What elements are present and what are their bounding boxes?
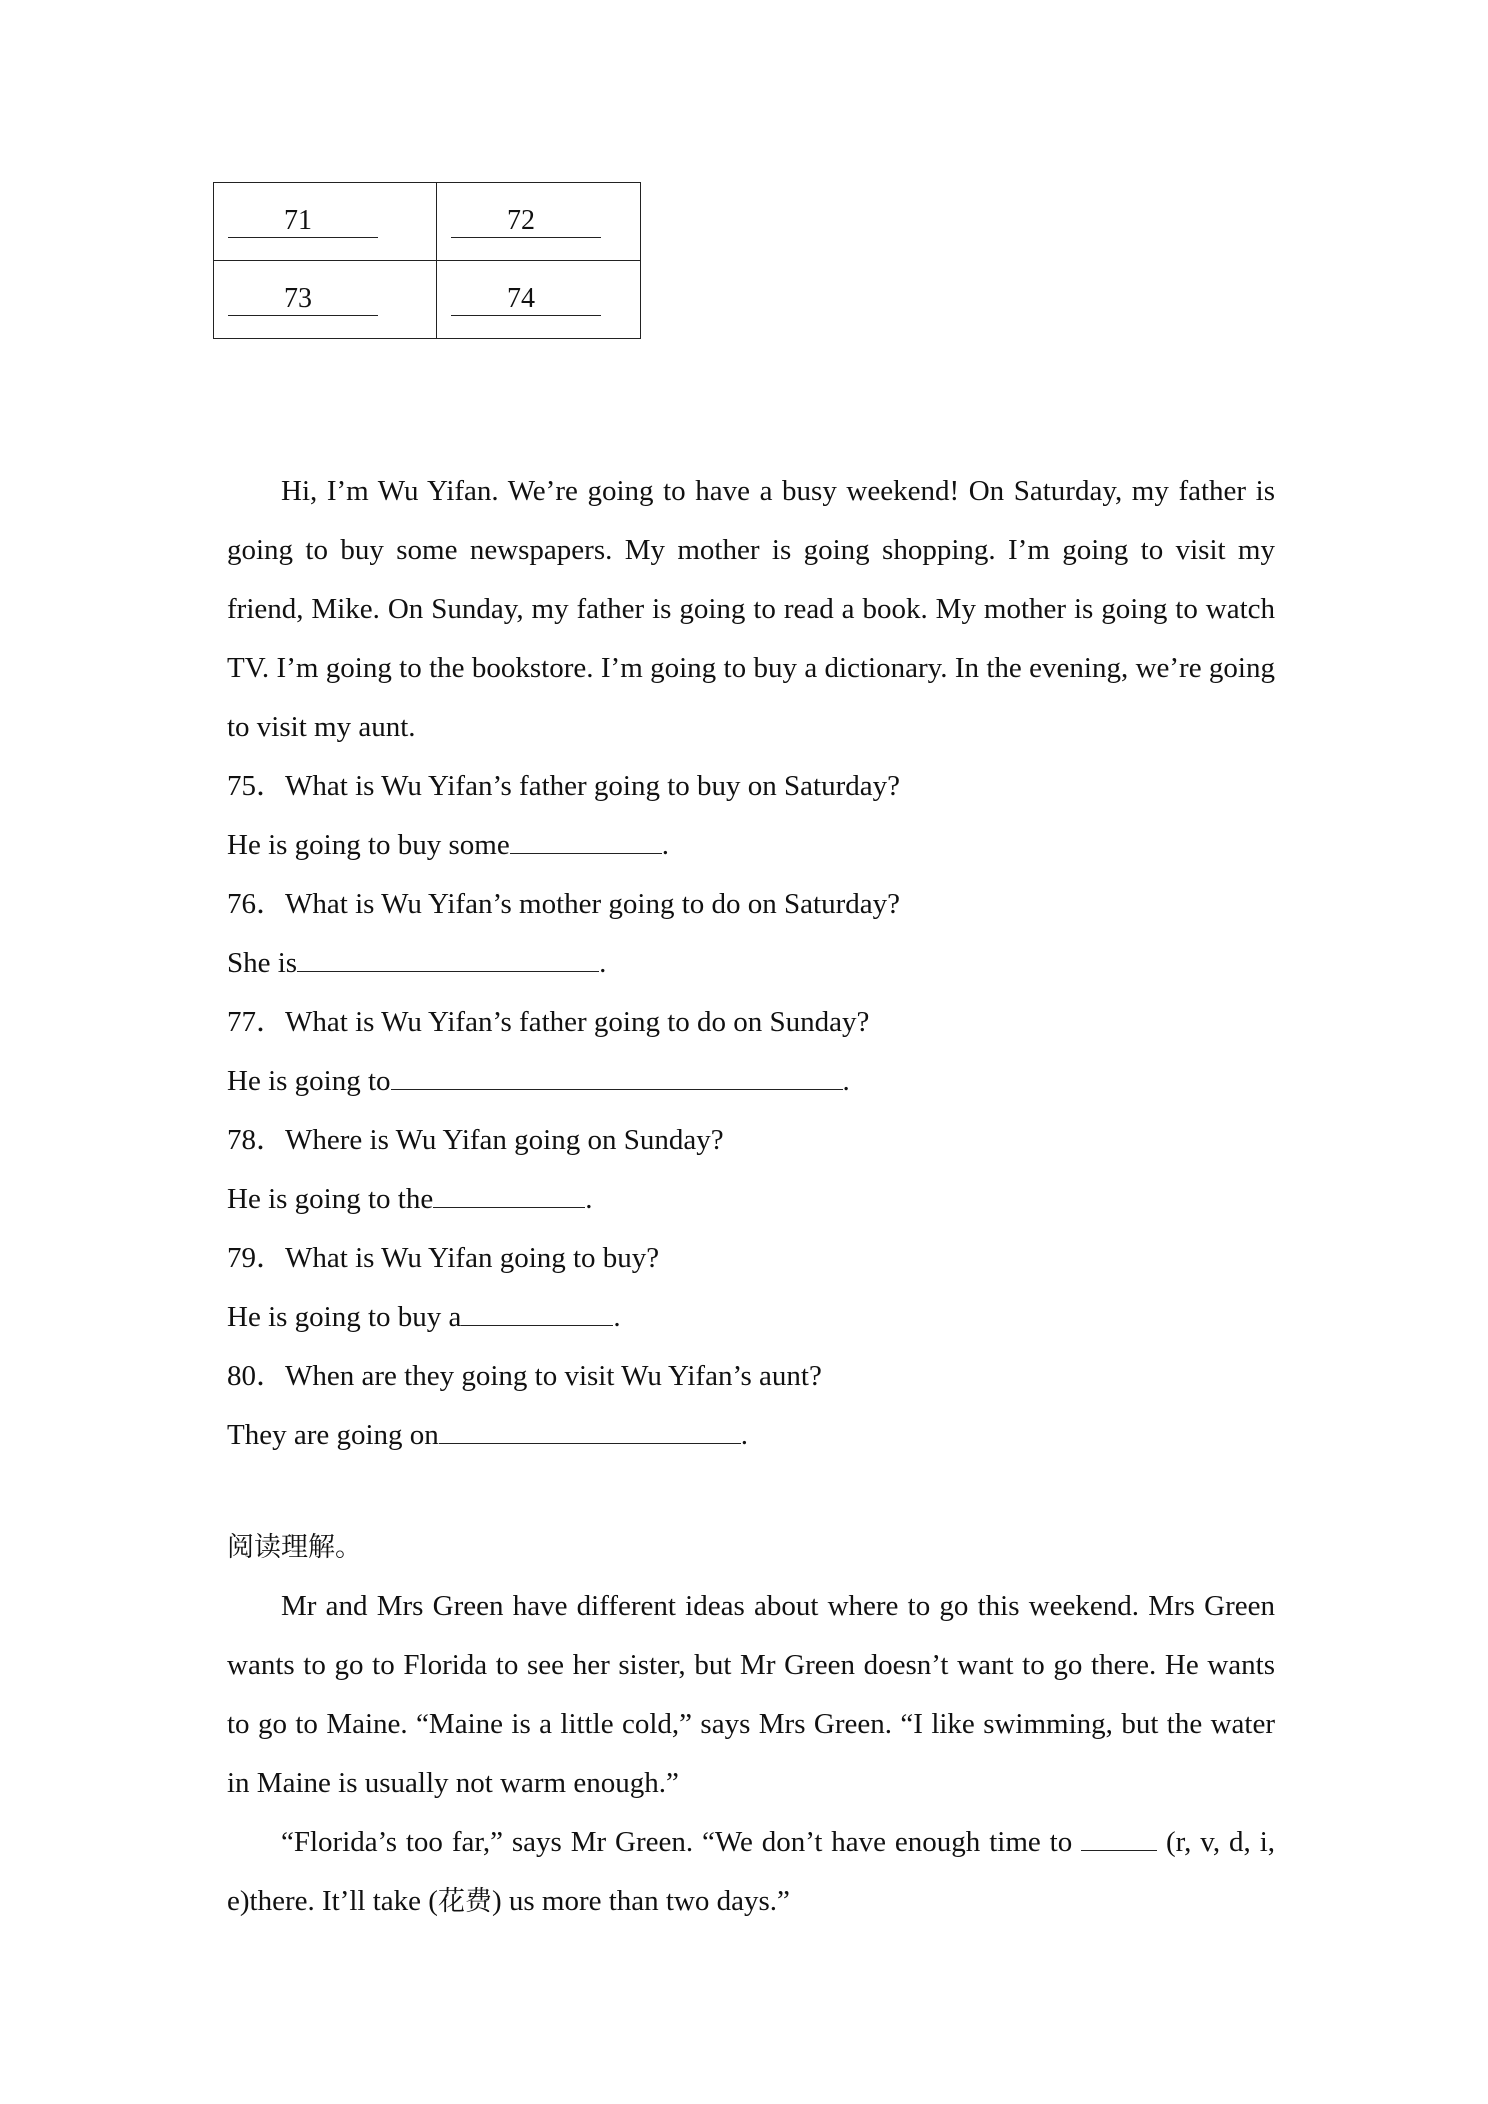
passage-paragraph: “Florida’s too far,” says Mr Green. “We don’t have enough time to (r, v, d, i, e)there. It’ll take (花费) us more than two days.” <box>227 1813 1275 1931</box>
table-cell <box>214 261 437 339</box>
table-row <box>214 261 641 339</box>
passage-paragraph: Hi, I’m Wu Yifan. We’re going to have a busy weekend! On Saturday, my father is going to buy some newspapers. My mother is going shopping. I’m going to visit my friend, Mike. On Sunday, my father is going to read a book. My mother is going to watch TV. I’m going to the bookstore. I’m going to buy a dictionary. In the evening, we’re going to visit my aunt. <box>227 475 1275 743</box>
answer-line: He is going to buy some . <box>227 816 1275 875</box>
question-78 <box>227 1111 1275 1229</box>
question-79 <box>227 1229 1275 1347</box>
question-text: 77．What is Wu Yifan’s father going to do on Sunday? <box>227 1006 870 1038</box>
answer-line: He is going to . <box>227 1052 1275 1111</box>
answer-table <box>213 182 641 339</box>
answer-blank <box>461 1293 613 1326</box>
answer-line: He is going to the . <box>227 1170 1275 1229</box>
question-text: 76．What is Wu Yifan’s mother going to do on Saturday? <box>227 888 901 920</box>
question-76 <box>227 875 1275 993</box>
table-row <box>214 183 641 261</box>
answer-blank <box>297 939 599 972</box>
question-75 <box>227 757 1275 875</box>
question-text: 75．What is Wu Yifan’s father going to buy on Saturday? <box>227 770 900 802</box>
reading-section-1 <box>227 462 1275 1465</box>
answer-blank-74: 74 <box>451 283 601 316</box>
section-heading: 阅读理解。 <box>227 1532 362 1563</box>
answer-blank <box>391 1057 843 1090</box>
question-text: 79．What is Wu Yifan going to buy? <box>227 1242 660 1274</box>
answer-blank-73: 73 <box>228 283 378 316</box>
question-77 <box>227 993 1275 1111</box>
table-cell <box>214 183 437 261</box>
answer-blank <box>439 1411 741 1444</box>
question-text: 78．Where is Wu Yifan going on Sunday? <box>227 1124 724 1156</box>
answer-blank-72: 72 <box>451 205 601 238</box>
question-text: 80．When are they going to visit Wu Yifan’s aunt? <box>227 1360 822 1392</box>
answer-line: They are going on . <box>227 1406 1275 1465</box>
answer-blank-71: 71 <box>228 205 378 238</box>
answer-line: He is going to buy a . <box>227 1288 1275 1347</box>
table-cell <box>437 261 641 339</box>
question-80 <box>227 1347 1275 1465</box>
answer-line: She is . <box>227 934 1275 993</box>
answer-blank <box>510 821 662 854</box>
reading-section-2 <box>227 1518 1275 1931</box>
answer-blank <box>433 1175 585 1208</box>
answer-blank <box>1081 1818 1157 1851</box>
table-cell <box>437 183 641 261</box>
passage-paragraph: Mr and Mrs Green have different ideas about where to go this weekend. Mrs Green wants to go to Florida to see her sister, but Mr Green doesn’t want to go there. He wants to go to Maine. “Maine is a little cold,” says Mrs Green. “I like swimming, but the water in Maine is usually not warm enough.” <box>227 1590 1275 1799</box>
